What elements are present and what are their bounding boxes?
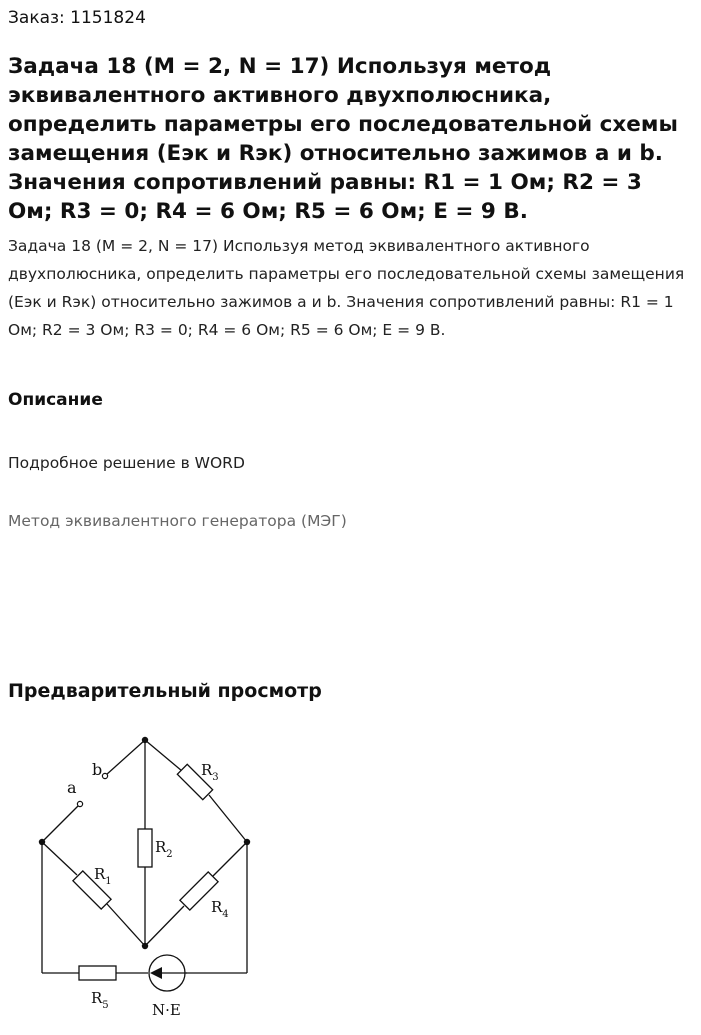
description-solution-format: Подробное решение в WORD bbox=[8, 454, 245, 472]
label-r5: $R_5$ bbox=[91, 989, 109, 1011]
task-title: Задача 18 (M = 2, N = 17) Используя метод эквивалентного активного двухполюсника, определить параметры его последовательной схемы замещения (Еэк и Rэк) относительно зажимов a и b. Значения сопротивлений равны: R1 = 1 Ом; R2 = 3 Ом; R3 = 0; R4 = 6 Ом; R5 = 6 Ом; Е = 9 В. bbox=[8, 54, 678, 224]
node-bottom bbox=[142, 943, 148, 949]
wire-top-to-r3 bbox=[145, 740, 182, 771]
wire-r4-to-right bbox=[213, 842, 247, 876]
wire-r3-to-right bbox=[209, 795, 247, 842]
order-number: Заказ: 1151824 bbox=[8, 8, 146, 28]
circuit-diagram bbox=[0, 725, 320, 1030]
wire-left-to-terminal-a bbox=[42, 805, 79, 842]
label-terminal-b: b bbox=[92, 760, 103, 779]
label-r1: $R_1$ bbox=[94, 865, 112, 887]
label-r4: $R_4$ bbox=[211, 898, 229, 920]
node-left bbox=[39, 839, 45, 845]
terminal-b-icon bbox=[102, 773, 107, 778]
node-right bbox=[244, 839, 250, 845]
wire-r1-to-bottom bbox=[107, 904, 145, 946]
preview-heading: Предварительный просмотр bbox=[8, 680, 322, 702]
description-method: Метод эквивалентного генератора (МЭГ) bbox=[8, 512, 347, 530]
label-source: N·E bbox=[152, 1001, 181, 1019]
node-top bbox=[142, 737, 148, 743]
task-text: Задача 18 (M = 2, N = 17) Используя метод эквивалентного активного двухполюсника, определить параметры его последовательной схемы замещения (Еэк и Rэк) относительно зажимов a и b. Значения сопротивлений равны: R1 = 1 Ом; R2 = 3 Ом; R3 = 0; R4 = 6 Ом; R5 = 6 Ом; Е = 9 В. bbox=[8, 237, 685, 339]
voltage-source bbox=[149, 955, 187, 991]
resistor-r5 bbox=[79, 966, 116, 980]
wire-bottom-to-r4 bbox=[145, 906, 184, 946]
wire-left-to-r1 bbox=[42, 842, 77, 875]
resistor-r2 bbox=[138, 829, 152, 867]
label-r3: $R_3$ bbox=[201, 761, 219, 783]
wire-top-to-terminal-b bbox=[106, 740, 145, 775]
label-terminal-a: a bbox=[67, 778, 77, 797]
label-r2: $R_2$ bbox=[155, 838, 173, 860]
terminal-a-icon bbox=[77, 801, 82, 806]
description-heading: Описание bbox=[8, 390, 103, 410]
